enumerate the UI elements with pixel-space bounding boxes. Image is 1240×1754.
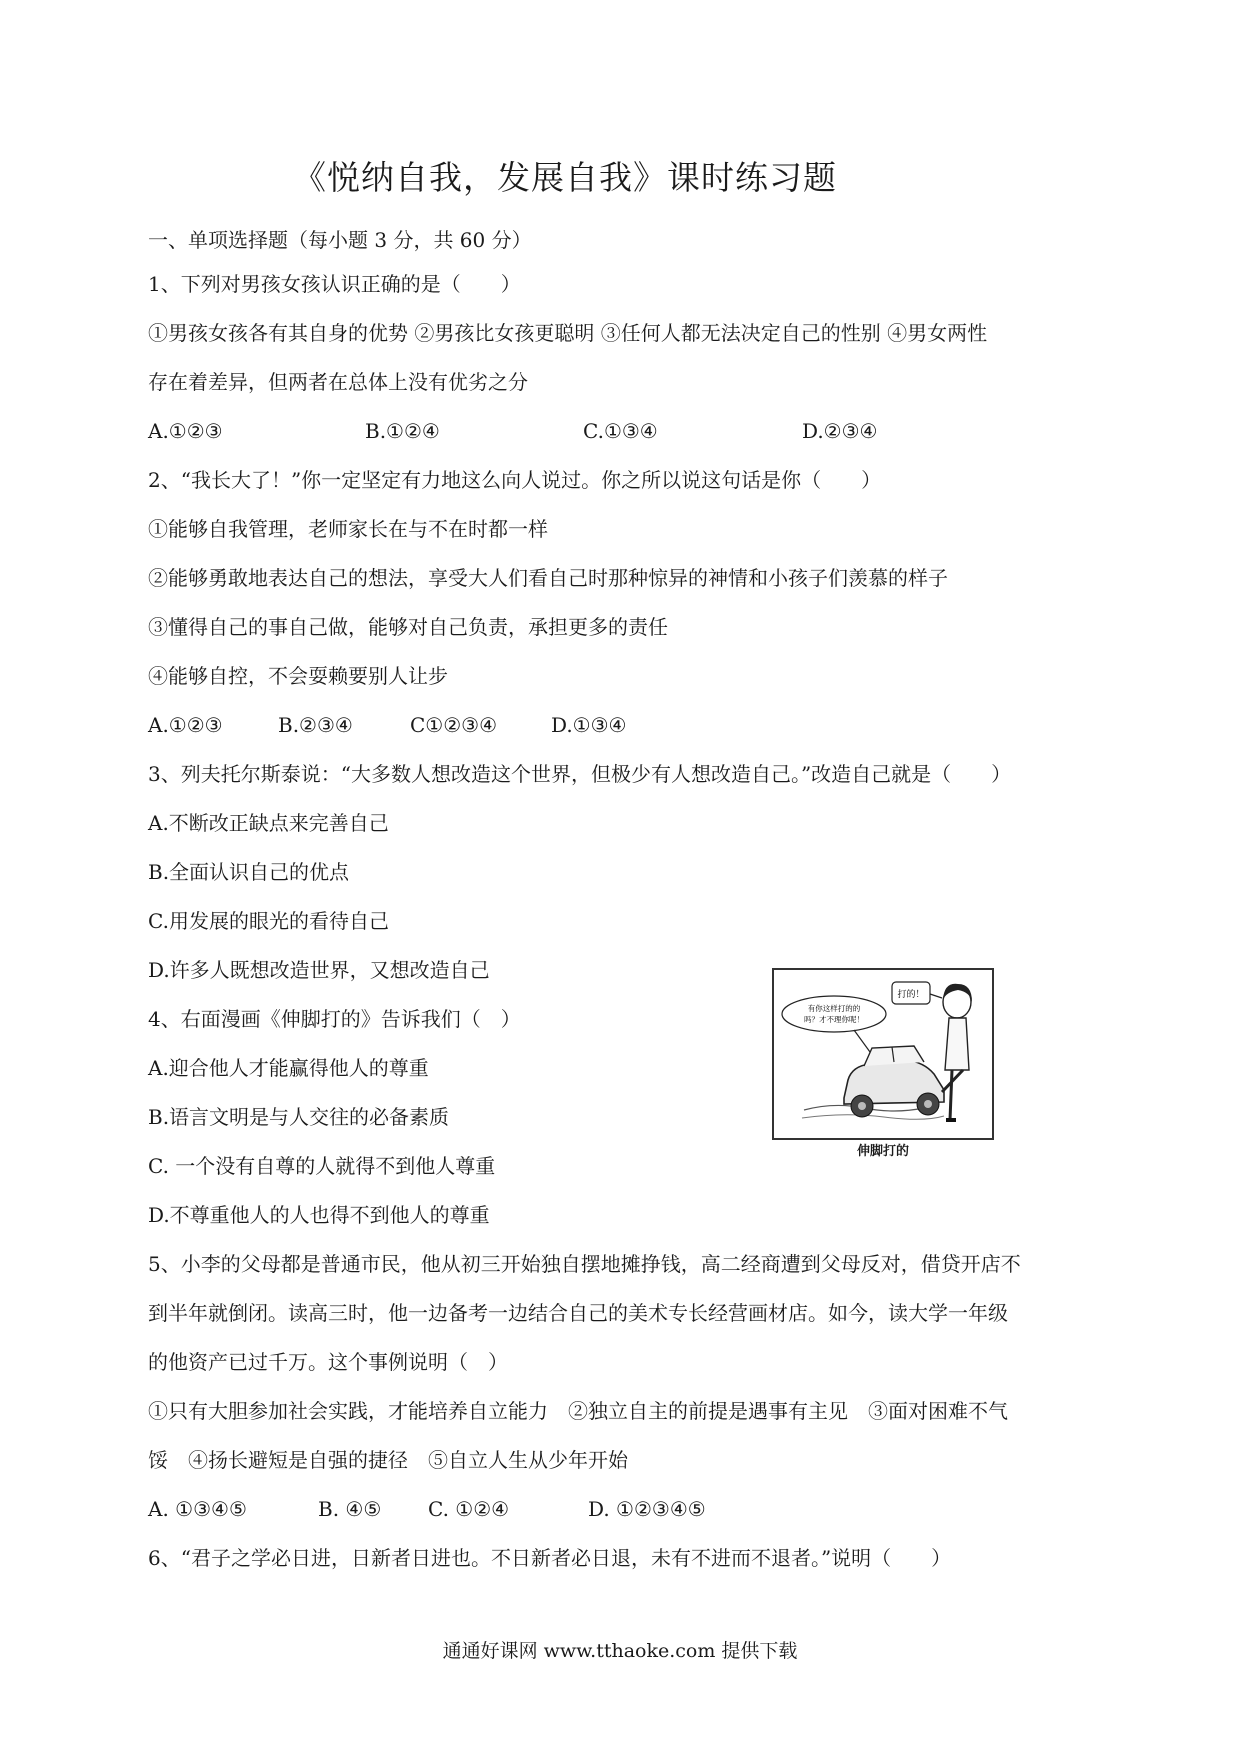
speech-car-line-2: 吗？才不理你呢！ (804, 1015, 864, 1024)
option-b: B. ④⑤ (318, 1497, 382, 1521)
question-4-option-d: D.不尊重他人的人也得不到他人的尊重 (148, 1203, 490, 1227)
question-6-stem: 6、“君子之学必日进，日新者日进也。不日新者必日退，未有不进而不退者。”说明（ ） (148, 1546, 952, 1570)
question-1-stem: 1、下列对男孩女孩认识正确的是（ ） (148, 272, 521, 296)
question-3-option-a: A.不断改正缺点来完善自己 (148, 811, 389, 835)
question-3-stem: 3、列夫托尔斯泰说：“大多数人想改造这个世界，但极少有人想改造自己。”改造自己就是（ ） (148, 762, 1012, 786)
question-5-items-2: 馁 ④扬长避短是自强的捷径 ⑤自立人生从少年开始 (148, 1448, 628, 1472)
page-title: 《悦纳自我，发展自我》课时练习题 (293, 158, 837, 197)
question-3-option-b: B.全面认识自己的优点 (148, 860, 350, 884)
question-2-item-4: ④能够自控，不会耍赖要别人让步 (148, 664, 448, 688)
section-heading: 一、单项选择题（每小题 3 分，共 60 分） (148, 228, 532, 252)
option-b: B.②③④ (278, 713, 353, 737)
question-2-stem: 2、“我长大了！”你一定坚定有力地这么向人说过。你之所以说这句话是你（ ） (148, 468, 882, 492)
question-4-option-a: A.迎合他人才能赢得他人的尊重 (148, 1056, 429, 1080)
cartoon-illustration (772, 968, 994, 1166)
option-a: A. ①③④⑤ (148, 1497, 247, 1521)
option-d: D.②③④ (802, 419, 878, 443)
question-5-line-1: 5、小李的父母都是普通市民，他从初三开始独自摆地摊挣钱，高二经商遭到父母反对，借贷开店不 (148, 1252, 1021, 1276)
option-b: B.①②④ (365, 419, 440, 443)
question-5-items-1: ①只有大胆参加社会实践，才能培养自立能力 ②独立自主的前提是遇事有主见 ③面对困难不气 (148, 1399, 1008, 1423)
option-c: C①②③④ (410, 713, 498, 737)
question-4-stem: 4、右面漫画《伸脚打的》告诉我们（ ） (148, 1007, 521, 1031)
question-2-item-1: ①能够自我管理，老师家长在与不在时都一样 (148, 517, 548, 541)
option-a: A.①②③ (148, 419, 223, 443)
question-1-line-2: 存在着差异，但两者在总体上没有优劣之分 (148, 370, 528, 394)
question-2-item-3: ③懂得自己的事自己做，能够对自己负责，承担更多的责任 (148, 615, 668, 639)
option-a: A.①②③ (148, 713, 223, 737)
question-4-option-c: C. 一个没有自尊的人就得不到他人尊重 (148, 1154, 496, 1178)
question-5-line-2: 到半年就倒闭。读高三时，他一边备考一边结合自己的美术专长经营画材店。如今，读大学一年级 (148, 1301, 1008, 1325)
cartoon-frame (772, 968, 994, 1140)
question-3-option-d: D.许多人既想改造世界，又想改造自己 (148, 958, 490, 982)
question-3-option-c: C.用发展的眼光的看待自己 (148, 909, 389, 933)
question-2-item-2: ②能够勇敢地表达自己的想法，享受大人们看自己时那种惊异的神情和小孩子们羡慕的样子 (148, 566, 948, 590)
question-5-line-3: 的他资产已过千万。这个事例说明（ ） (148, 1350, 508, 1374)
speech-woman: 打的！ (897, 990, 925, 1000)
speech-car-line-1: 有你这样打的的 (807, 1004, 861, 1013)
option-c: C.①③④ (583, 419, 658, 443)
option-d: D. ①②③④⑤ (588, 1497, 706, 1521)
option-c: C. ①②④ (428, 1497, 510, 1521)
question-1-line-1: ①男孩女孩各有其自身的优势 ②男孩比女孩更聪明 ③任何人都无法决定自己的性别 ④男女两性 (148, 321, 988, 345)
cartoon-caption: 伸脚打的 (856, 1144, 909, 1159)
question-4-option-b: B.语言文明是与人交往的必备素质 (148, 1105, 450, 1129)
page-footer: 通通好课网 www.tthaoke.com 提供下载 (442, 1640, 798, 1662)
cartoon-drawing (774, 970, 992, 1138)
option-d: D.①③④ (551, 713, 627, 737)
